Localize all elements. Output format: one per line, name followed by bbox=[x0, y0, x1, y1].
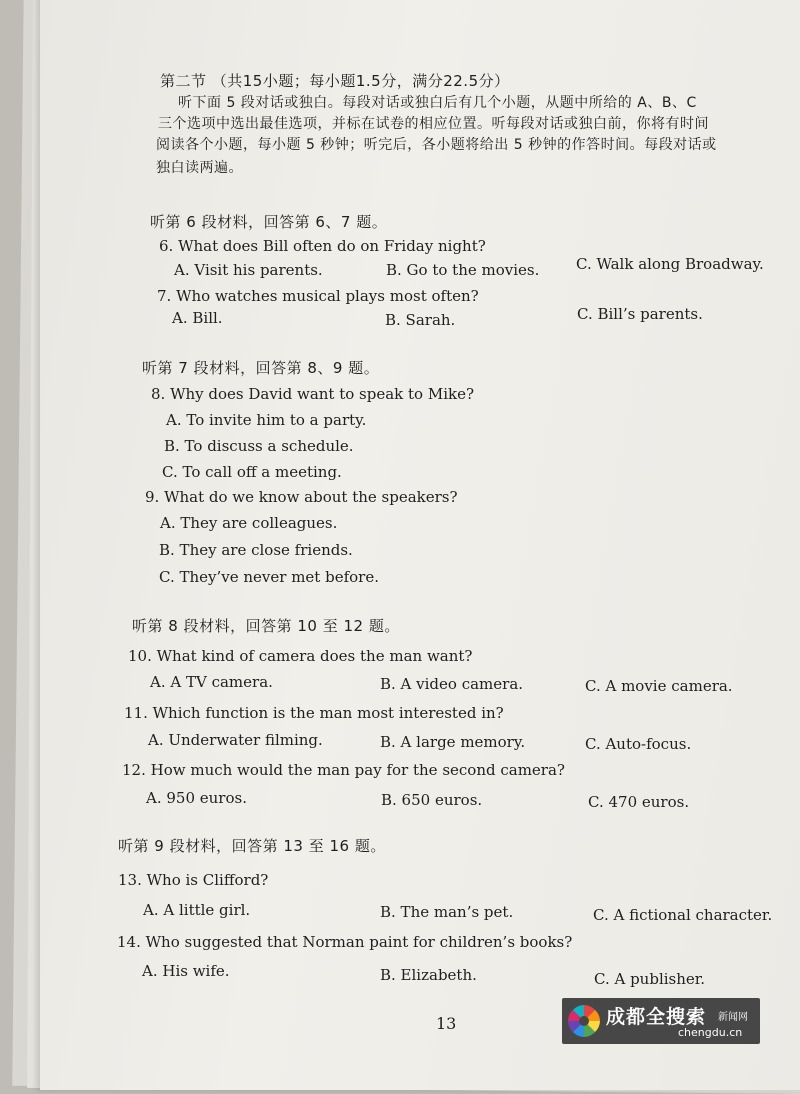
watermark-name: 成都全搜索 bbox=[606, 1006, 707, 1028]
instruction-line: 阅读各个小题，每小题 5 秒钟；听完后，各小题将给出 5 秒钟的作答时间。每段对话或 bbox=[156, 137, 717, 153]
question-stem: 6. What does Bill often do on Friday night? bbox=[159, 237, 486, 255]
option-c: C. They’ve never met before. bbox=[159, 568, 379, 586]
option-b: B. 650 euros. bbox=[381, 791, 483, 809]
option-a: A. A little girl. bbox=[143, 901, 251, 919]
option-c: C. A fictional character. bbox=[593, 906, 773, 924]
watermark-badge bbox=[562, 998, 760, 1044]
option-c: C. Auto-focus. bbox=[585, 735, 692, 753]
page-number: 13 bbox=[436, 1014, 457, 1033]
option-c: C. A movie camera. bbox=[585, 677, 733, 695]
option-b: B. Elizabeth. bbox=[380, 966, 477, 984]
option-b: B. Go to the movies. bbox=[386, 261, 540, 279]
watermark-suffix: 新闻网 bbox=[718, 1012, 748, 1023]
instruction-line: 三个选项中选出最佳选项，并标在试卷的相应位置。听每段对话或独白前，你将有时间 bbox=[158, 116, 709, 132]
question-stem: 13. Who is Clifford? bbox=[118, 871, 269, 889]
option-a: A. His wife. bbox=[142, 962, 230, 980]
option-c: C. 470 euros. bbox=[588, 793, 690, 811]
group-heading: 听第 6 段材料，回答第 6、7 题。 bbox=[150, 213, 388, 231]
colorful-logo-icon bbox=[566, 1003, 602, 1039]
option-a: A. Underwater filming. bbox=[148, 731, 323, 749]
question-stem: 7. Who watches musical plays most often? bbox=[157, 287, 479, 305]
question-stem: 10. What kind of camera does the man want? bbox=[128, 647, 473, 665]
option-a: A. 950 euros. bbox=[146, 789, 247, 807]
group-heading: 听第 7 段材料，回答第 8、9 题。 bbox=[142, 359, 380, 377]
option-c: C. Bill’s parents. bbox=[577, 305, 703, 323]
instruction-line: 听下面 5 段对话或独白。每段对话或独白后有几个小题，从题中所给的 A、B、C bbox=[178, 95, 697, 111]
option-a: A. To invite him to a party. bbox=[166, 411, 367, 429]
option-b: B. Sarah. bbox=[385, 311, 456, 329]
section-title: 第二节 （共15小题；每小题1.5分，满分22.5分） bbox=[160, 72, 510, 90]
group-heading: 听第 9 段材料，回答第 13 至 16 题。 bbox=[118, 837, 386, 855]
option-c: C. To call off a meeting. bbox=[162, 463, 342, 481]
option-a: A. They are colleagues. bbox=[160, 514, 338, 532]
question-stem: 14. Who suggested that Norman paint for children’s books? bbox=[117, 933, 573, 951]
option-c: C. Walk along Broadway. bbox=[576, 255, 764, 273]
watermark-domain: chengdu.cn bbox=[678, 1026, 743, 1039]
option-b: B. To discuss a schedule. bbox=[164, 437, 354, 455]
option-a: A. Visit his parents. bbox=[174, 261, 323, 279]
option-b: B. A large memory. bbox=[380, 733, 526, 751]
instruction-line: 独白读两遍。 bbox=[156, 160, 243, 176]
option-a: A. A TV camera. bbox=[150, 673, 273, 691]
option-b: B. The man’s pet. bbox=[380, 903, 514, 921]
question-stem: 9. What do we know about the speakers? bbox=[145, 488, 458, 506]
option-c: C. A publisher. bbox=[594, 970, 706, 988]
group-heading: 听第 8 段材料，回答第 10 至 12 题。 bbox=[132, 617, 400, 635]
option-b: B. They are close friends. bbox=[159, 541, 353, 559]
question-stem: 12. How much would the man pay for the second camera? bbox=[122, 761, 565, 779]
question-stem: 8. Why does David want to speak to Mike? bbox=[151, 385, 475, 403]
option-a: A. Bill. bbox=[172, 309, 223, 327]
option-b: B. A video camera. bbox=[380, 675, 524, 693]
question-stem: 11. Which function is the man most interested in? bbox=[124, 704, 504, 722]
